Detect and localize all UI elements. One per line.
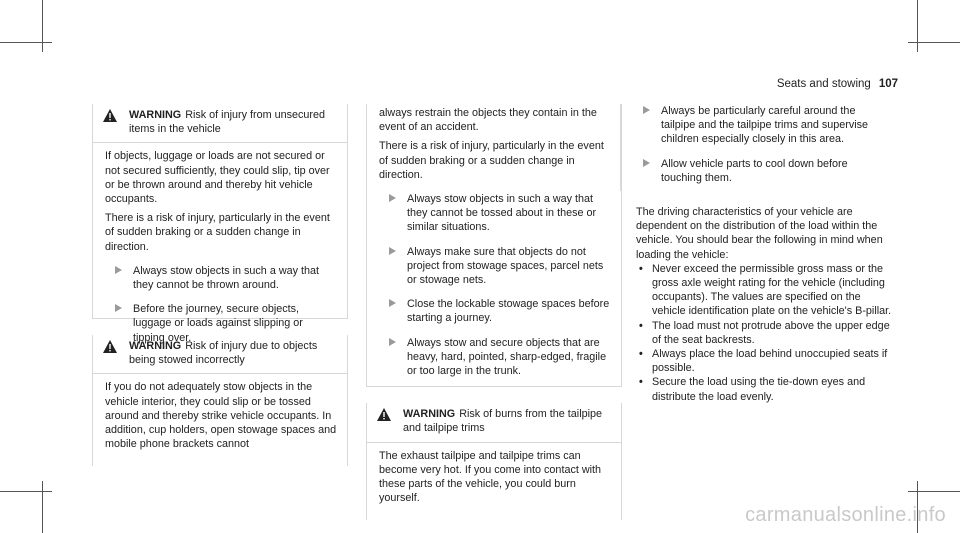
arrow-bullet-icon: [389, 194, 396, 202]
bullet-dot-icon: •: [639, 348, 643, 361]
action-text: Allow vehicle parts to cool down before touching them.: [661, 157, 848, 184]
crop-mark: [917, 0, 918, 52]
warning-triangle-icon: [103, 109, 117, 122]
paragraph: There is a risk of injury, particularly in the event of sudden braking or a sudden change in direction.: [105, 212, 330, 253]
arrow-bullet-icon: [115, 266, 122, 274]
warning-header: [367, 403, 621, 442]
intro-paragraph: The driving characteristics of your vehicle are dependent on the distribution of the load within the vehicle. You should bear the following in mind when loading the vehicle:: [636, 206, 883, 261]
warning-body: [93, 143, 347, 354]
action-item: [105, 264, 337, 292]
list-item: [636, 262, 896, 319]
action-item: [379, 297, 611, 325]
crop-mark: [42, 0, 43, 52]
list-item: [636, 375, 896, 403]
bullet-dot-icon: •: [639, 376, 643, 389]
list-item-text: The load must not protrude above the upper edge of the seat backrests.: [652, 319, 890, 346]
action-item: [379, 245, 611, 288]
page-header: [777, 78, 898, 90]
action-item: [379, 192, 611, 235]
warning-title: Risk of injury due to objects being stowed incorrectly: [129, 340, 318, 367]
warning-title: Risk of burns from the tailpipe and tailpipe trims: [403, 408, 603, 435]
warning-box-burns: [366, 403, 622, 520]
crop-mark: [0, 42, 52, 43]
section-title: Seats and stowing: [776, 78, 871, 90]
arrow-bullet-icon: [643, 106, 650, 114]
load-guidelines-list: [636, 262, 896, 404]
crop-mark: [908, 491, 960, 492]
warning-label: WARNING: [403, 408, 456, 421]
warning-box-stowed-incorrectly: [92, 335, 348, 466]
warning-body: [93, 374, 347, 466]
column-2: [366, 104, 622, 520]
bullet-dot-icon: •: [639, 319, 643, 332]
page-number: 107: [878, 78, 898, 90]
list-item-text: Secure the load using the tie-down eyes and distribute the load evenly.: [652, 376, 866, 403]
warning-triangle-icon: [377, 408, 391, 421]
action-text: Always be particularly careful around the tailpipe and the tailpipe trims and supervise children especially closely in this area.: [661, 105, 869, 146]
warning-body: [367, 104, 621, 386]
arrow-bullet-icon: [389, 338, 396, 346]
list-item: [636, 319, 896, 347]
warning-header: [93, 104, 347, 143]
paragraph: always restrain the objects they contain in the event of an accident.: [379, 107, 597, 134]
action-item: [633, 157, 886, 185]
warning-box-unsecured-items: [92, 104, 348, 344]
arrow-bullet-icon: [389, 247, 396, 255]
action-text: Before the journey, secure objects, luggage or loads against slipping or tipping over.: [133, 303, 303, 344]
action-text: Always stow and secure objects that are heavy, hard, pointed, sharp-edged, fragile or too large in the trunk.: [407, 336, 607, 378]
warning-header: [93, 335, 347, 374]
arrow-bullet-icon: [115, 304, 122, 312]
crop-mark: [0, 491, 52, 492]
warning-continuation: [620, 104, 896, 191]
paragraph: If objects, luggage or loads are not secured or not secured sufficiently, they could slip, tip over or be thrown around and thereby hit vehicle occupants.: [105, 150, 330, 206]
warning-title: Risk of injury from unsecured items in the vehicle: [129, 109, 325, 136]
crop-mark: [42, 481, 43, 533]
column-1: [92, 104, 348, 466]
warning-triangle-icon: [103, 340, 117, 353]
bullet-dot-icon: •: [639, 262, 643, 275]
warning-label: WARNING: [129, 340, 182, 352]
watermark: carmanualsonline.info: [745, 504, 946, 526]
warning-label: WARNING: [129, 109, 182, 121]
action-item: [379, 336, 611, 379]
paragraph: If you do not adequately stow objects in the vehicle interior, they could slip or be tossed around and thereby strike vehicle occupants. In addition, cup holders, open stowage spaces and mobile phone brackets cannot: [105, 381, 337, 451]
warning-body: [621, 104, 896, 191]
paragraph: The exhaust tailpipe and tailpipe trims can become very hot. If you come into contact with these parts of the vehicle, you could burn yourself.: [379, 449, 602, 505]
warning-continuation: [366, 104, 622, 387]
action-text: Always stow objects in such a way that they cannot be tossed about in these or similar situations.: [407, 193, 597, 234]
action-item: [633, 104, 886, 147]
arrow-bullet-icon: [643, 159, 650, 167]
list-item-text: Never exceed the permissible gross mass or the gross axle weight rating for the vehicle (including occupants). The values are specified on the vehicle identification plate on the vehicle's B-pillar.: [652, 262, 892, 318]
arrow-bullet-icon: [389, 299, 396, 307]
column-3: [620, 104, 896, 404]
action-text: Always make sure that objects do not project from stowage spaces, parcel nets or stowage nets.: [407, 245, 604, 287]
list-item: [636, 347, 896, 375]
action-text: Always stow objects in such a way that they cannot be thrown around.: [133, 264, 320, 292]
crop-mark: [908, 42, 960, 43]
paragraph: There is a risk of injury, particularly in the event of sudden braking or a sudden change in direction.: [379, 140, 604, 181]
warning-body: [367, 443, 621, 521]
list-item-text: Always place the load behind unoccupied seats if possible.: [652, 348, 888, 375]
body-text: [620, 205, 896, 404]
action-text: Close the lockable stowage spaces before starting a journey.: [407, 298, 610, 325]
